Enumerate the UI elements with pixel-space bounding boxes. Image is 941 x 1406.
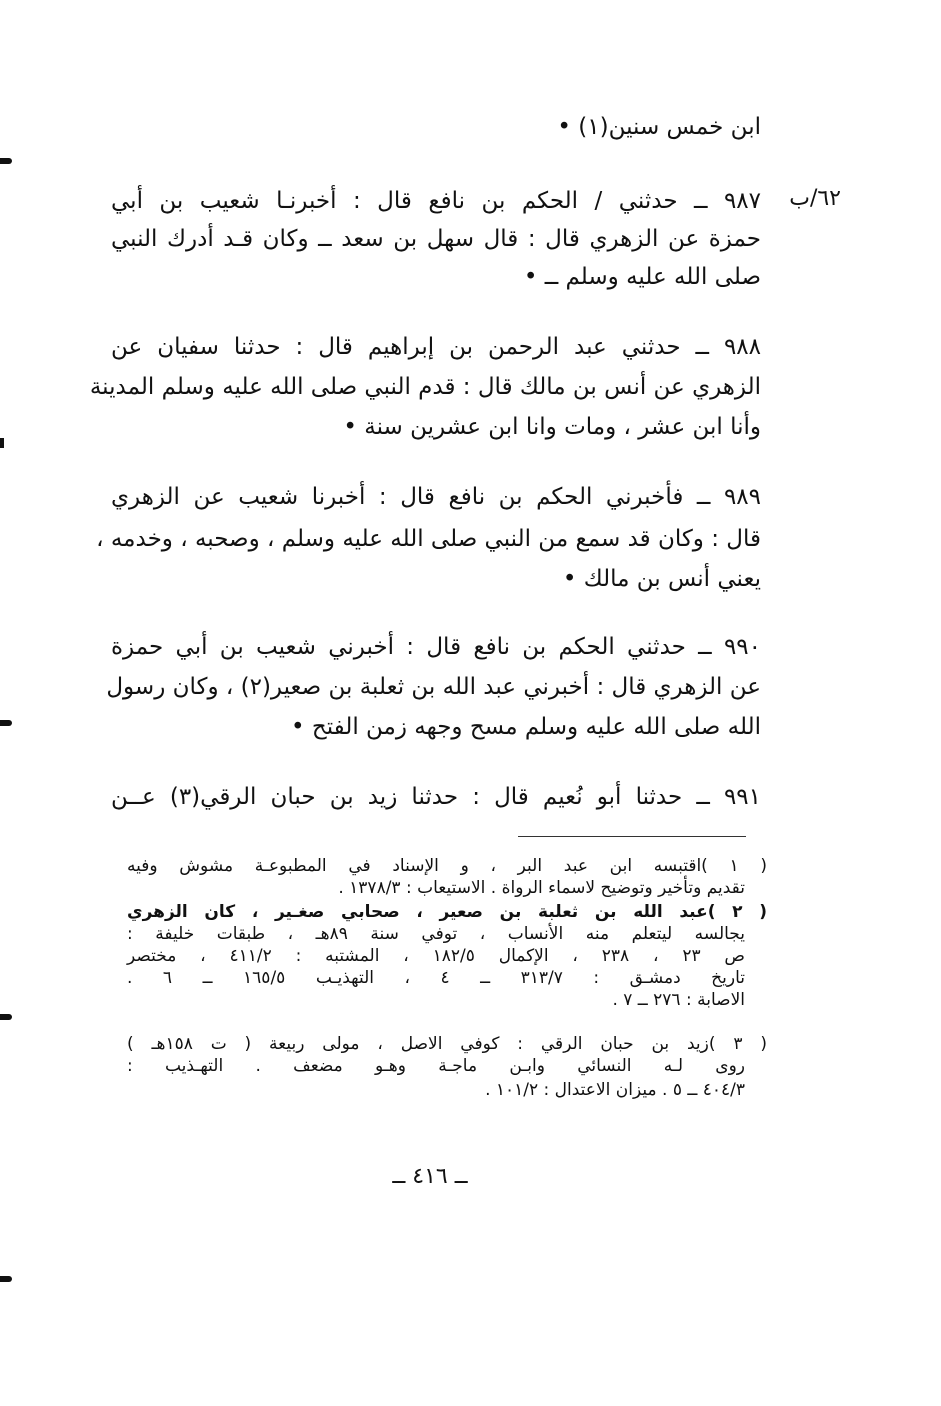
- entry-987-line-3: صلى الله عليه وسلم ــ •: [523, 264, 761, 290]
- entry-987-line-2: حمزة عن الزهري قال : قال سهل بن سعد ــ وكان قـد أدرك النبي: [111, 226, 761, 252]
- entry-989-line-2: قال : وكان قد سمع من النبي صلى الله عليه وسلم ، وصحبه ، وخدمه ،: [96, 526, 761, 552]
- footnote-3-line-2: روى لـه النسائي وابـن ماجـة وهـو مضعف . التهـذيب :: [127, 1056, 745, 1076]
- entry-991-line-1: ٩٩١ ــ حدثنا أبو نُعيم قال : حدثنا زيد بن حبان الرقي(٣) عــن: [111, 784, 761, 810]
- footnote-3-line-1: ( ٣ )زيد بن حبان الرقي : كوفي الاصل ، مولى ربيعة ( ت ١٥٨هـ ): [127, 1034, 767, 1054]
- scan-edge-mark: [0, 1276, 12, 1282]
- scan-edge-mark: [0, 720, 12, 726]
- entry-988-line-1: ٩٨٨ ــ حدثني عبد الرحمن بن إبراهيم قال : حدثنا سفيان عن: [111, 334, 761, 360]
- scan-edge-mark: [0, 158, 12, 164]
- entry-987-line-1: ٩٨٧ ــ حدثني / الحكم بن نافع قال : أخبرنـا شعيب بن أبي: [111, 188, 761, 214]
- footnote-2-line-4: تاريخ دمشـق : ٣١٣/٧ ــ ٤ ، التهذيـب ١٦٥/٥ ــ ٦ .: [127, 968, 745, 988]
- folio-mark: ٦٢/ب: [789, 186, 841, 211]
- footnote-1-line-1: ( ١ )اقتبسه ابن عبد البر ، و الإسناد في المطبوعـة مشوش وفيه: [127, 856, 767, 876]
- page-number: ــ ٤١٦ ــ: [392, 1164, 468, 1189]
- entry-988-line-2: الزهري عن أنس بن مالك قال : قدم النبي صلى الله عليه وسلم المدينة: [89, 374, 761, 400]
- entry-990-line-1: ٩٩٠ ــ حدثني الحكم بن نافع قال : أخبرني شعيب بن أبي حمزة: [111, 634, 761, 660]
- footnote-2-line-5: الاصابة : ٢٧٦ ــ ٧ .: [612, 990, 745, 1010]
- entry-990-line-2: عن الزهري قال : أخبرني عبد الله بن ثعلبة بن صعير(٢) ، وكان رسول: [106, 674, 761, 700]
- opening-line: ابن خمس سنين(١) •: [557, 114, 761, 140]
- footnote-2-line-3: ص ٢٣ ، ٢٣٨ ، الإكمال ١٨٢/٥ ، المشتبه : ٤١١/٢ ، مختصر: [127, 946, 745, 966]
- footnote-2-line-1: ( ٢ )عبد الله بن ثعلبة بن صعير ، صحابي صغـير ، كان الزهري: [127, 902, 767, 922]
- scan-edge-mark: [0, 438, 4, 448]
- footnote-1-line-2: تقديم وتأخير وتوضيح لاسماء الرواة . الاستيعاب : ١٣٧٨/٣ .: [338, 878, 745, 898]
- footnote-3-line-3: ٤٠٤/٣ ــ ٥ . ميزان الاعتدال : ١٠١/٢ .: [485, 1080, 745, 1100]
- entry-989-line-1: ٩٨٩ ــ فأخبرني الحكم بن نافع قال : أخبرنا شعيب عن الزهري: [111, 484, 761, 510]
- entry-988-line-3: وأنا ابن عشر ، ومات وانا ابن عشرين سنة •: [343, 414, 761, 440]
- scan-edge-mark: [0, 1014, 12, 1020]
- entry-989-line-3: يعني أنس بن مالك •: [562, 566, 761, 592]
- footnote-2-line-2: يجالسه ليتعلم منه الأنساب ، توفي سنة ٨٩هـ ، طبقات خليفة :: [127, 924, 746, 944]
- footnote-separator: [518, 836, 746, 837]
- entry-990-line-3: الله صلى الله عليه وسلم مسح وجهه زمن الفتح •: [291, 714, 761, 740]
